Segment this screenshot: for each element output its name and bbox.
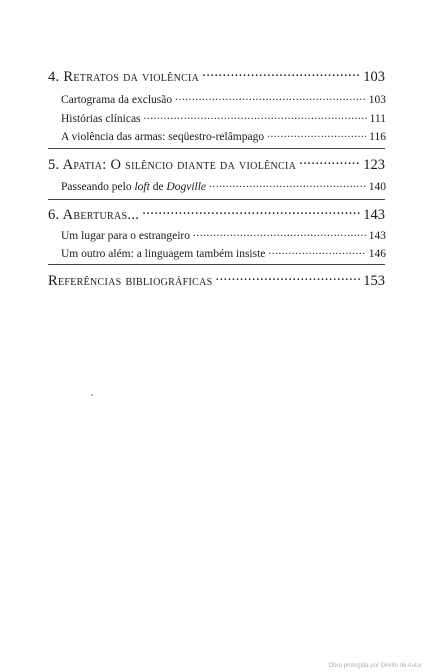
dot-leader bbox=[215, 270, 360, 285]
toc-entry-page: 123 bbox=[363, 156, 385, 173]
toc-entry-title: Histórias clínicas bbox=[61, 112, 141, 125]
toc-references bbox=[48, 270, 385, 290]
toc-entry-page: 146 bbox=[368, 247, 386, 260]
toc-entry-title: 5. Apatia: O silêncio diante da violência bbox=[48, 156, 297, 173]
toc-section-historias bbox=[61, 110, 386, 125]
toc-entry-page: 143 bbox=[368, 229, 386, 242]
title-film: Dogville bbox=[166, 180, 207, 193]
dot-leader bbox=[193, 227, 366, 239]
toc-section-cartograma bbox=[61, 91, 386, 106]
dot-leader bbox=[268, 245, 365, 257]
toc-section-violencia-armas bbox=[61, 128, 386, 143]
dot-leader bbox=[142, 204, 360, 219]
section-divider bbox=[48, 148, 385, 149]
toc-entry-title bbox=[61, 181, 206, 193]
toc-entry-page: 153 bbox=[363, 272, 385, 289]
toc-entry-page: 103 bbox=[368, 93, 386, 106]
toc-entry-title: Referências bibliográficas bbox=[48, 272, 213, 289]
toc-entry-title: 4. Retratos da violência bbox=[48, 68, 200, 85]
toc-entry-page: 103 bbox=[363, 68, 385, 85]
toc-chapter-6 bbox=[48, 204, 385, 224]
scan-speck bbox=[91, 394, 93, 396]
toc-entry-title: Um lugar para o estrangeiro bbox=[61, 229, 191, 242]
toc-entry-page: 140 bbox=[368, 180, 386, 193]
toc-entry-page: 111 bbox=[369, 112, 386, 125]
dot-leader bbox=[267, 128, 366, 140]
dot-leader bbox=[209, 178, 366, 190]
copyright-watermark: Obra protegida por Direito de Autor bbox=[328, 663, 422, 669]
toc-entry-title: Cartograma da exclusão bbox=[61, 93, 173, 106]
toc-chapter-5 bbox=[48, 154, 385, 174]
section-divider bbox=[48, 199, 385, 200]
toc-entry-title: Um outro além: a linguagem também insiste bbox=[61, 247, 266, 260]
toc-entry-title: A violência das armas: seqüestro-relâmpago bbox=[61, 130, 265, 143]
dot-leader bbox=[202, 66, 360, 81]
title-mid: de bbox=[149, 180, 167, 193]
toc-section-estrangeiro bbox=[61, 227, 386, 242]
dot-leader bbox=[299, 154, 360, 169]
title-prefix: Passeando pelo bbox=[61, 180, 135, 193]
toc-section-dogville bbox=[61, 178, 386, 193]
toc-chapter-4 bbox=[48, 66, 385, 86]
toc-entry-title: 6. Aberturas... bbox=[48, 206, 140, 223]
title-loft: loft bbox=[134, 180, 150, 193]
section-divider bbox=[48, 264, 385, 265]
toc-section-outro-alem bbox=[61, 245, 386, 260]
toc-entry-page: 116 bbox=[369, 130, 386, 143]
dot-leader bbox=[144, 110, 367, 122]
dot-leader bbox=[175, 91, 366, 103]
toc-entry-page: 143 bbox=[363, 206, 385, 223]
